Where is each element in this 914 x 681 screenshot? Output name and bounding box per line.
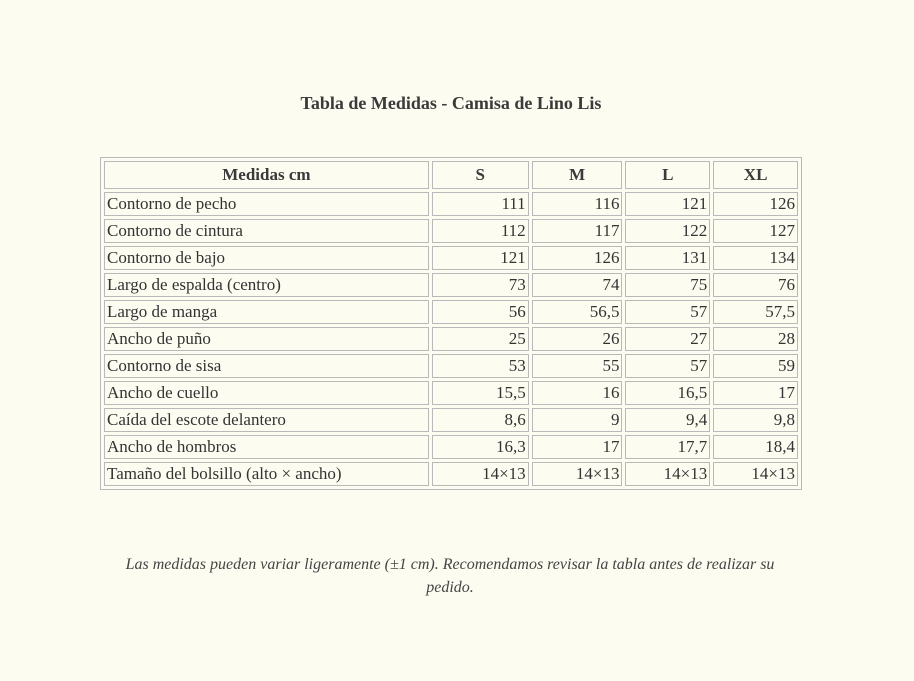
size-table <box>100 157 802 490</box>
cell-value: 75 <box>625 273 710 297</box>
header-measures: Medidas cm <box>104 161 429 189</box>
cell-value: 121 <box>432 246 529 270</box>
cell-value: 16,5 <box>625 381 710 405</box>
cell-value: 121 <box>625 192 710 216</box>
cell-value: 17 <box>713 381 798 405</box>
cell-value: 9 <box>532 408 623 432</box>
row-label: Contorno de bajo <box>104 246 429 270</box>
table-row <box>104 192 798 216</box>
cell-value: 59 <box>713 354 798 378</box>
cell-value: 76 <box>713 273 798 297</box>
row-label: Contorno de cintura <box>104 219 429 243</box>
cell-value: 17 <box>532 435 623 459</box>
table-header-row <box>104 161 798 189</box>
table-row <box>104 273 798 297</box>
cell-value: 14×13 <box>432 462 529 486</box>
cell-value: 9,4 <box>625 408 710 432</box>
cell-value: 122 <box>625 219 710 243</box>
table-row <box>104 381 798 405</box>
cell-value: 57 <box>625 300 710 324</box>
cell-value: 28 <box>713 327 798 351</box>
cell-value: 56 <box>432 300 529 324</box>
table-row <box>104 219 798 243</box>
table-row <box>104 354 798 378</box>
cell-value: 14×13 <box>713 462 798 486</box>
cell-value: 127 <box>713 219 798 243</box>
cell-value: 57,5 <box>713 300 798 324</box>
header-size-m: M <box>532 161 623 189</box>
cell-value: 116 <box>532 192 623 216</box>
row-label: Caída del escote delantero <box>104 408 429 432</box>
cell-value: 25 <box>432 327 529 351</box>
cell-value: 16,3 <box>432 435 529 459</box>
cell-value: 74 <box>532 273 623 297</box>
row-label: Largo de espalda (centro) <box>104 273 429 297</box>
row-label: Ancho de puño <box>104 327 429 351</box>
cell-value: 17,7 <box>625 435 710 459</box>
measurement-note: Las medidas pueden variar ligeramente (±1 cm). Recomendamos revisar la tabla antes de realizar su pedido. <box>125 556 775 596</box>
row-label: Ancho de cuello <box>104 381 429 405</box>
cell-value: 15,5 <box>432 381 529 405</box>
row-label: Tamaño del bolsillo (alto × ancho) <box>104 462 429 486</box>
cell-value: 57 <box>625 354 710 378</box>
cell-value: 55 <box>532 354 623 378</box>
cell-value: 9,8 <box>713 408 798 432</box>
cell-value: 112 <box>432 219 529 243</box>
cell-value: 73 <box>432 273 529 297</box>
cell-value: 134 <box>713 246 798 270</box>
header-size-xl: XL <box>713 161 798 189</box>
cell-value: 14×13 <box>625 462 710 486</box>
page-title: Tabla de Medidas - Camisa de Lino Lis <box>300 93 602 113</box>
cell-value: 131 <box>625 246 710 270</box>
row-label: Ancho de hombros <box>104 435 429 459</box>
table-row <box>104 300 798 324</box>
cell-value: 111 <box>432 192 529 216</box>
cell-value: 27 <box>625 327 710 351</box>
cell-value: 53 <box>432 354 529 378</box>
table-row <box>104 246 798 270</box>
row-label: Contorno de sisa <box>104 354 429 378</box>
header-size-l: L <box>625 161 710 189</box>
table-row <box>104 435 798 459</box>
cell-value: 126 <box>532 246 623 270</box>
table-row <box>104 408 798 432</box>
header-size-s: S <box>432 161 529 189</box>
table-row <box>104 327 798 351</box>
cell-value: 117 <box>532 219 623 243</box>
row-label: Contorno de pecho <box>104 192 429 216</box>
cell-value: 126 <box>713 192 798 216</box>
cell-value: 56,5 <box>532 300 623 324</box>
cell-value: 8,6 <box>432 408 529 432</box>
table-row <box>104 462 798 486</box>
row-label: Largo de manga <box>104 300 429 324</box>
cell-value: 14×13 <box>532 462 623 486</box>
cell-value: 26 <box>532 327 623 351</box>
cell-value: 16 <box>532 381 623 405</box>
cell-value: 18,4 <box>713 435 798 459</box>
